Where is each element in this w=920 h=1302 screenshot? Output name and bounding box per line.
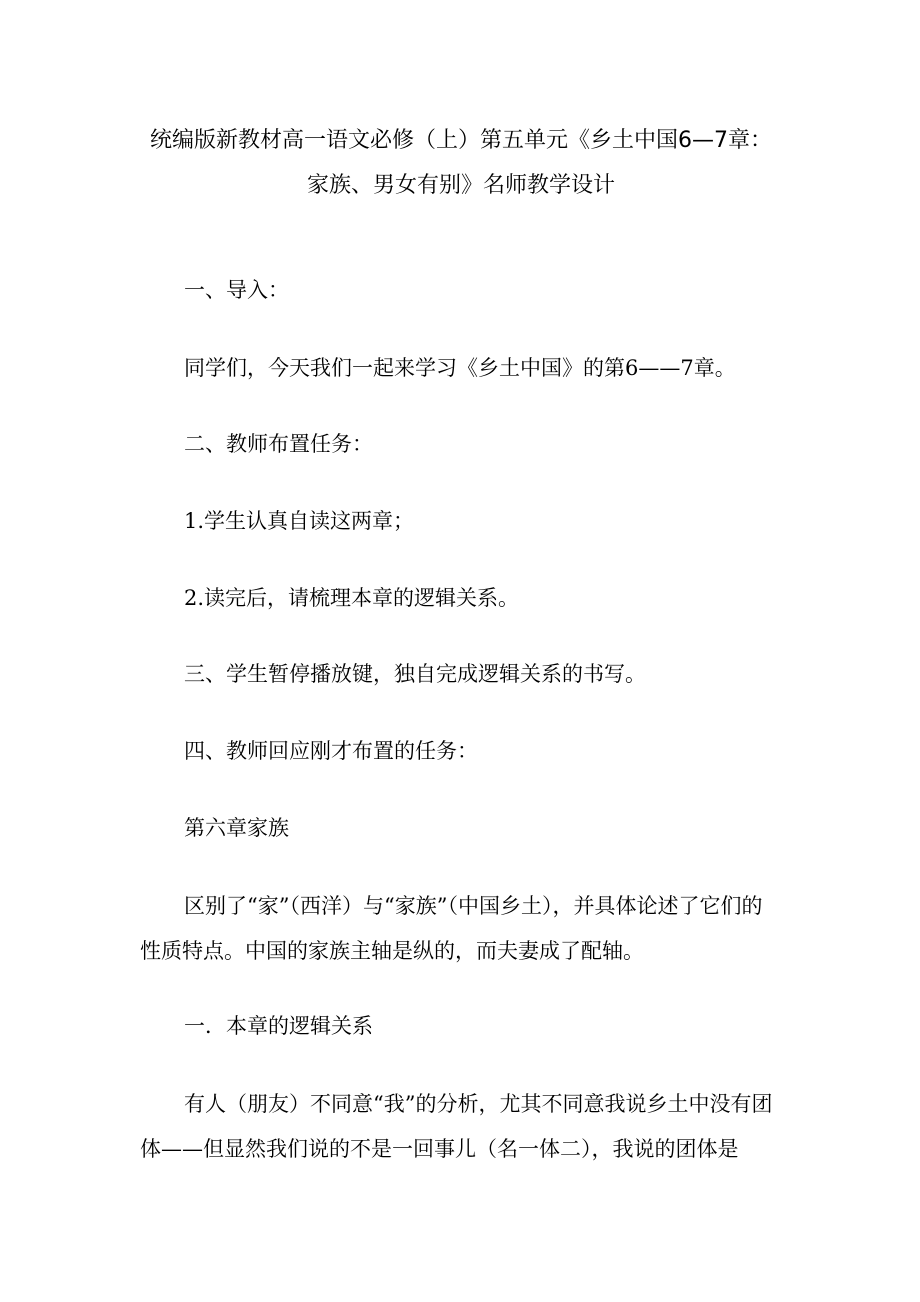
paragraph-intro-heading: 一、导入：: [184, 278, 289, 302]
paragraph-task-2: 2.读完后，请梳理本章的逻辑关系。: [184, 586, 520, 610]
paragraph-task-heading: 二、教师布置任务：: [184, 432, 373, 456]
paragraph-chapter-six-summary: 区别了“家”（西洋）与“家族”（中国乡土），并具体论述了它们的性质特点。中国的家族主轴是纵的，而夫妻成了配轴。: [140, 894, 763, 963]
paragraph-step-four: 四、教师回应刚才布置的任务：: [184, 739, 478, 763]
paragraph-logic-text: 有人（朋友）不同意“我”的分析，尤其不同意我说乡土中没有团体——但显然我们说的不是一回事儿（名一体二），我说的团体是: [140, 1092, 773, 1161]
paragraph-logic-heading: 一．本章的逻辑关系: [184, 1014, 373, 1038]
paragraph-step-three: 三、学生暂停播放键，独自完成逻辑关系的书写。: [184, 662, 646, 686]
paragraph-chapter-six: 第六章家族: [184, 816, 289, 840]
document-title: 统编版新教材高一语文必修（上）第五单元《乡土中国6—7章：家族、男女有别》名师教学设计: [150, 128, 772, 198]
paragraph-intro-text: 同学们，今天我们一起来学习《乡土中国》的第6——7章。: [184, 356, 736, 380]
paragraph-task-1: 1.学生认真自读这两章；: [184, 509, 415, 533]
